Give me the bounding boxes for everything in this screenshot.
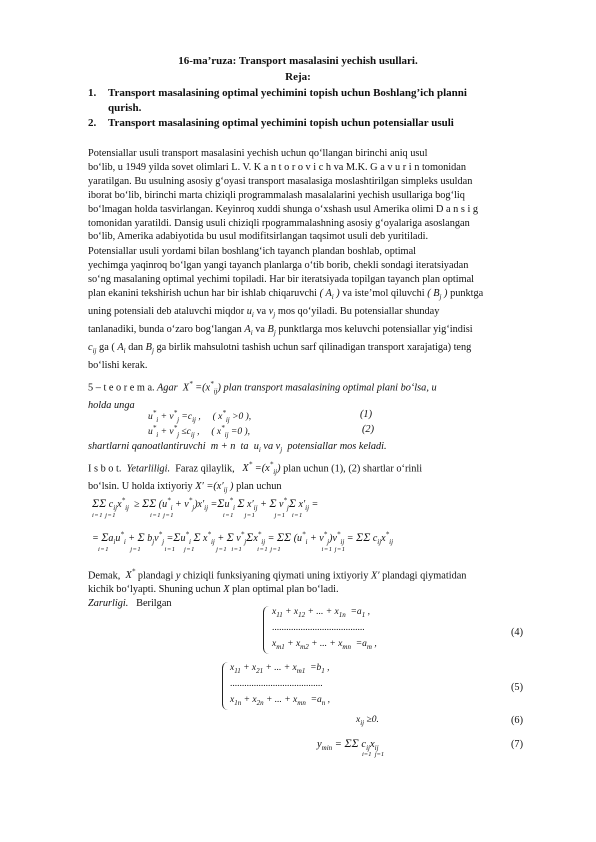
- equation-4-dots: .......................................: [272, 623, 365, 633]
- plan-item-2: [88, 117, 454, 129]
- paragraph-line: yechimga yaqinroq bo‘lgan yangi tayanch planlarga o‘tib borib, chekli sondagi iteratsiyadan: [88, 259, 469, 271]
- paragraph-line: Potensiallar usuli yordami bilan boshlang‘ich tayanch plandan boshlab, optimal: [88, 246, 417, 257]
- paragraph-line: plan ekanini tekshirish uchun har bir ishlab chiqaruvchi ( $A_i$ ) va iste’mol qiluvchi ( $B_j$ ) punktga: [88, 287, 484, 301]
- paragraph-line: $c_{ij}$ ga ( $A_i$ dan $B_j$ ga birlik mahsulotni tashish uchun sarf qilinadigan transport xarajatiga) teng: [88, 341, 472, 355]
- paragraph-line: tanlanadiki, bunda o‘zaro bog‘langan $A_i$ va $B_j$ punktlarga mos keluvchi potensiallar yig‘indisi: [88, 323, 473, 337]
- lecture-title: 16-ma’ruza: Transport masalasini yechish usullari.: [178, 55, 418, 67]
- paragraph-line: yaratilgan. Bu usulning asosiy g‘oyasi transport masalasiga moslashtirilgan simpleks usuldan: [88, 175, 473, 187]
- equation-6: $x_{ij} \ge 0$.: [356, 715, 379, 727]
- plan-label: Reja:: [285, 71, 311, 83]
- paragraph-line: bo‘lib, Amerika adabiyotida bu usul modifitsirlangan taqsimot usuli deb yuritiladi.: [88, 231, 429, 243]
- brace-5: [222, 662, 228, 710]
- proof: I s b o t. Yetarliligi. Faraz qilaylik, $X^* =(x^*_{ij})$ plan uchun (1), (2) shartlar o‘rinli bo‘lsin. U holda ixtiyoriy $X' =(x'_{ij}$ ) plan uchun: [88, 461, 423, 495]
- equation-number-4: (4): [511, 627, 524, 638]
- paragraph-line: Potensiallar usuli transport masalasini yechish uchun qo‘llangan birinchi aniq usul: [88, 148, 428, 159]
- plan-item-1-text: Transport masalasining optimal yechimini topish uchun Boshlang’ich planni: [108, 87, 467, 99]
- equation-number-7: (7): [511, 739, 524, 750]
- theorem-conclusion: shartlarni qanoatlantiruvchi m + n ta $u_i$ va $v_j$ potensiallar mos keladi.: [88, 441, 387, 455]
- equation-number-5: (5): [511, 682, 524, 693]
- conclusion-paragraph: Demak, X* plandagi y chiziqli funksiyaning qiymati uning ixtiyoriy X′ plandagi qiymatidan kichik bo‘lyapti. Shuning uchun X plan optimal plan bo‘ladi. Zarurligi. Berilgan: [88, 568, 467, 610]
- equation-1a: $u^*_i + v^*_j =c_{ij}$ , ( $x^*_{ij} >0$ ),: [148, 409, 252, 425]
- equation-number-2: (2): [362, 424, 375, 435]
- plan-item-1-number: 1.: [88, 87, 97, 99]
- proof-equation-limits-2: i=1 j=1 i=1 j=1 j=1 i=1 i=1 j=1 i=1 j=1: [98, 546, 346, 553]
- equation-4-line-1: $x_{11} + x_{12}$ + ... + $x_{1n} =a_1$ ,: [272, 607, 370, 619]
- paragraph-2: [88, 245, 530, 372]
- equation-7: $y_{min} = \Sigma\Sigma$ $c_{ij}x_{ij}$: [317, 736, 379, 753]
- equation-7-limits: i=1 j=1: [362, 751, 385, 758]
- proof-equation-line-1: ΣΣ $c_{ij}x^*_{ij} \ge \Sigma\Sigma$ $(u^*_i + v^*_j)x'_{ij} =\Sigma u^*_i$ Σ $x'_{ij} + \Sigma$ $v^*_j\Sigma$ $x'_{ij}$ =: [92, 496, 319, 512]
- equation-5-line-2: $x_{1n} + x_{2n}$ + ... + $x_{mn} =a_n$ ,: [230, 695, 331, 707]
- theorem-label: 5 – t e o r e m a.: [88, 382, 155, 394]
- equation-4-line-2: $x_{m1} + x_{m2}$ + ... + $x_{mn} =a_m$ ,: [272, 639, 377, 651]
- paragraph-line: tomonidan yaratildi. Dansig usuli chiziqli rpogrammalashning asosiy g‘oyalariga asoslangan: [88, 217, 470, 229]
- paragraph-line: bo‘lmagan holda tasvirlangan. Keyinroq xuddi shunga o‘xshash usul Amerika olimi D a n s i g: [88, 203, 479, 215]
- paragraph-line: uning potensiali deb ataluvchi miqdor $u_i$ va $v_j$ mos qo‘yiladi. Bu potensiallar shunday: [88, 305, 440, 319]
- plan-item-1-cont: qurish.: [108, 102, 142, 114]
- plan-item-1: [88, 87, 467, 99]
- plan-item-2-text: Transport masalasining optimal yechimini topish uchun potensiallar usuli: [108, 117, 454, 129]
- equation-5-line-1: $x_{11} + x_{21}$ + ... + $x_{m1} =b_1$ ,: [230, 663, 330, 675]
- paragraph-line: iborat bo‘lib, birinchi marta chiziqli programmalash masalalarini yechish usullariga bog‘liq: [88, 189, 465, 201]
- paragraph-line: bo‘lib, u 1949 yilda sovet olimlari L. V. K a n t o r o v i c h va M.K. G a v u r i n tomonidan: [88, 161, 466, 173]
- equation-5-dots: .......................................: [230, 679, 323, 689]
- proof-equation-line-2: = $\Sigma a_iu^*_i + \Sigma$ $b_jv^*_j =\Sigma u^*_i$ Σ $x^*_{ij} + \Sigma$ $v^*_j\Sigma x^*_{ij} = \Sigma\Sigma$ $(u^*_i + v^*_j)v^*_{ij} = \Sigma\Sigma$ $c_{ij}x^*_{ij}$: [92, 530, 394, 546]
- equation-2a: $u^*_i + v^*_j \le c_{ij}$ , ( $x^*_{ij} =0$ ),: [148, 424, 250, 440]
- paragraph-line: so‘ng masalaning optimal yechimi topiladi. Har bir iteratsiyada topilgan tayanch plan optimal: [88, 273, 475, 285]
- proof-equation-limits-1: i=1 j=1 i=1 j=1 i=1 j=1 j=1 i=1: [92, 512, 303, 519]
- plan-item-2-number: 2.: [88, 117, 97, 129]
- equation-number-6: (6): [511, 715, 524, 726]
- paragraph-1: [88, 147, 530, 244]
- theorem: 5 – t e o r e m a. Agar $X^* =(x^*_{ij})$ plan transport masalasining optimal plani bo‘lsa, u holda unga: [88, 380, 437, 412]
- brace-4: [263, 606, 269, 654]
- equation-number-1: (1): [360, 409, 373, 420]
- paragraph-line: bo‘lishi kerak.: [88, 359, 148, 371]
